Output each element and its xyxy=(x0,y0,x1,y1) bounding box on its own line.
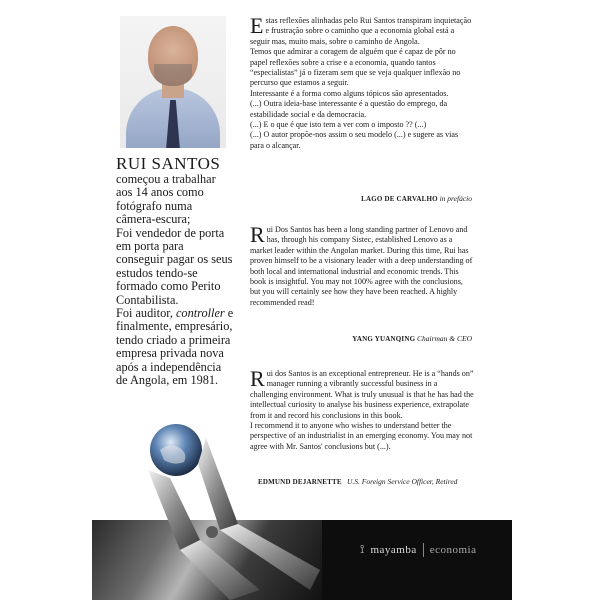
publisher-mark-icon: ⟟ xyxy=(360,542,365,556)
quote-paragraph: (...) Outra ideia-base interessante é a questão do emprego, da estabilidade social e da democracia. xyxy=(250,99,448,119)
quote-paragraph: ui dos Santos is an exceptional entrepreneur. He is a “hands on” manager running a vibrantly successful business in a challenging environment. What is truly unusual is that he has had the intellectual curiosity to analyse his business experience, extrapolate from it and record his conclusions in this book. xyxy=(250,369,474,420)
author-bio xyxy=(116,173,234,388)
signature-name: YANG YUANQING xyxy=(352,335,416,343)
quote-paragraph: I recommend it to anyone who wishes to understand better the perspective of an industrialist in an emerging economy. You may not agree with Mr. Santos' conclusions but (...). xyxy=(250,421,473,451)
signature-name: EDMUND DEJARNETTE xyxy=(258,478,342,486)
quote-paragraph: Interessante é a forma como alguns tópicos são apresentados. xyxy=(250,88,449,98)
quote-preface xyxy=(250,13,474,151)
quote-paragraph: stas reflexões alinhadas pelo Rui Santos transpiram inquietação e frustração sobre o caminho que a economia global está a seguir mas, muito mais, sobre o caminho de Angola. xyxy=(250,16,472,46)
pliers-globe-illustration xyxy=(140,420,360,600)
bio-line: começou a trabalhar aos 14 anos como fotógrafo numa câmera-escura; xyxy=(116,172,216,227)
signature xyxy=(250,334,472,343)
quote-paragraph: ui Dos Santos has been a long standing partner of Lenovo and has, through his company Sistec, established Lenovo as a market leader within the Angolan market. During this time, Rui has proven himself to be a visionary leader with a deep understanding of both local and international industrial and economic trends. This book is insightful. You may not 100% agree with the conclusions, but you will certainly see how they have been reached. A highly recommended read! xyxy=(250,225,473,307)
quote-paragraph: (...) E o que é que isto tem a ver com o imposto ?? (...) xyxy=(250,120,427,130)
publisher-logo xyxy=(360,542,477,557)
logo-divider xyxy=(423,543,424,557)
dropcap: R xyxy=(250,222,265,247)
dropcap: E xyxy=(250,13,264,38)
dropcap: R xyxy=(250,366,265,391)
signature-role: in prefácio xyxy=(439,194,472,203)
signature-role: Chairman & CEO xyxy=(416,334,472,343)
signature-role: U.S. Foreign Service Officer, Retired xyxy=(346,477,458,486)
author-name: RUI SANTOS xyxy=(116,154,221,173)
bio-line: Foi vendedor de porta em porta para conseguir pagar os seus estudos tendo-se formado como Perito Contabilista. xyxy=(116,225,233,307)
signature-name: LAGO DE CARVALHO xyxy=(361,195,438,203)
quote-paragraph: (...) O autor propõe-nos assim o seu modelo (...) e sugere as vias para o alcançar. xyxy=(250,130,459,150)
quote-paragraph: Temos que admirar a coragem de alguém que é capaz de pôr no papel reflexões sobre a crise e a economia, quando tantos “especialistas” já o fizeram sem que se veja qualquer inflexão no percurso que estamos a seguir. xyxy=(250,47,461,88)
signature xyxy=(250,194,472,203)
publisher-collection: economia xyxy=(429,543,477,556)
author-photo xyxy=(120,16,226,148)
bio-line: Foi auditor, controller e finalmente, empresário, tendo criado a primeira empresa privada nova após a independência de Angola, em 1981. xyxy=(116,306,234,388)
quote-lenovo xyxy=(250,222,474,308)
publisher-brand: mayamba xyxy=(370,543,417,556)
